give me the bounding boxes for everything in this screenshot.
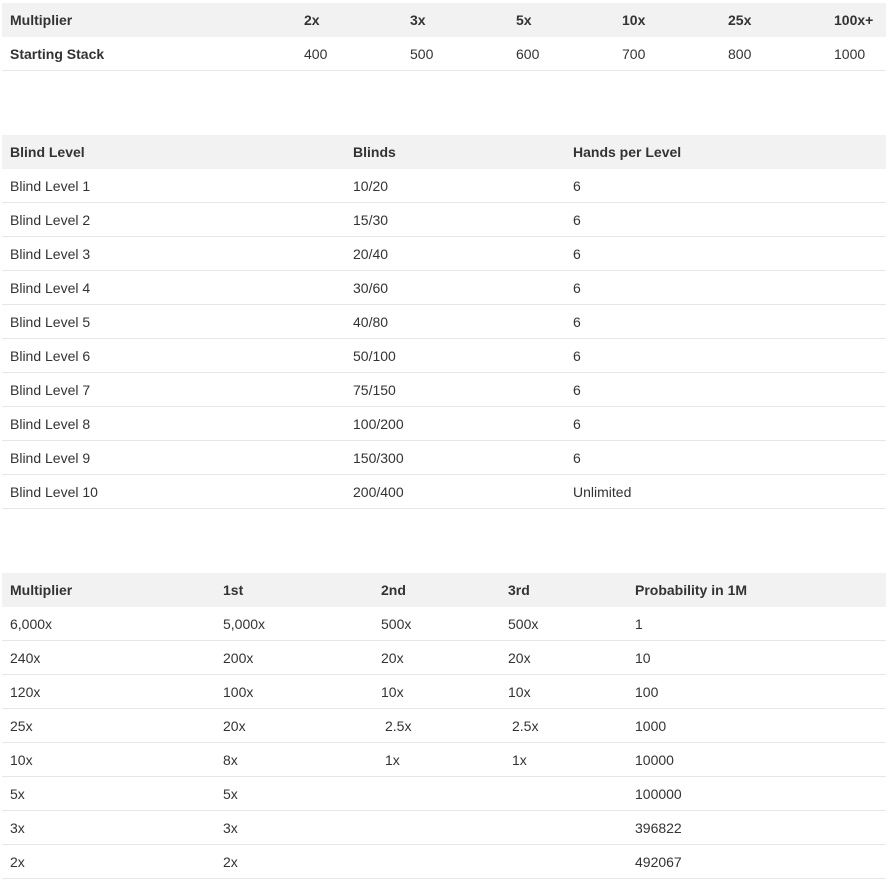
table-cell: 1000 bbox=[826, 37, 886, 71]
table-cell: 1 bbox=[627, 607, 886, 641]
table-cell: Blind Level 8 bbox=[2, 407, 345, 441]
table-cell: Blind Level 4 bbox=[2, 271, 345, 305]
table-cell: 75/150 bbox=[345, 373, 565, 407]
table-cell: 20x bbox=[215, 709, 373, 743]
table-row bbox=[2, 709, 886, 743]
table-cell bbox=[373, 777, 500, 811]
header-cell: Probability in 1M bbox=[627, 573, 886, 607]
table-cell: 6 bbox=[565, 305, 886, 339]
table-cell: 6,000x bbox=[2, 607, 215, 641]
table-cell: 20/40 bbox=[345, 237, 565, 271]
table-cell: 6 bbox=[565, 441, 886, 475]
table-cell: 25x bbox=[2, 709, 215, 743]
table-cell: 150/300 bbox=[345, 441, 565, 475]
table-row bbox=[2, 271, 886, 305]
table-cell: 500x bbox=[373, 607, 500, 641]
table-cell: 6 bbox=[565, 169, 886, 203]
table-cell: Blind Level 3 bbox=[2, 237, 345, 271]
table-cell: 100/200 bbox=[345, 407, 565, 441]
table-row bbox=[2, 305, 886, 339]
table-cell: 6 bbox=[565, 203, 886, 237]
table-row bbox=[2, 169, 886, 203]
table-row bbox=[2, 339, 886, 373]
starting-stack-table bbox=[2, 3, 886, 71]
table-cell: 600 bbox=[508, 37, 614, 71]
table-cell: 3x bbox=[2, 811, 215, 845]
table-row bbox=[2, 475, 886, 509]
table-cell: 6 bbox=[565, 339, 886, 373]
table-cell: 10/20 bbox=[345, 169, 565, 203]
header-cell: Multiplier bbox=[2, 3, 296, 37]
table-cell: Blind Level 2 bbox=[2, 203, 345, 237]
table-cell: 1x bbox=[373, 743, 500, 777]
table-cell: 6 bbox=[565, 237, 886, 271]
table-row bbox=[2, 743, 886, 777]
table-cell: 15/30 bbox=[345, 203, 565, 237]
table-cell: 200x bbox=[215, 641, 373, 675]
table-cell: 240x bbox=[2, 641, 215, 675]
table-row bbox=[2, 407, 886, 441]
table-cell: Blind Level 1 bbox=[2, 169, 345, 203]
table-cell: 1000 bbox=[627, 709, 886, 743]
table-cell: 500 bbox=[402, 37, 508, 71]
header-cell: Blinds bbox=[345, 135, 565, 169]
table-cell: Blind Level 6 bbox=[2, 339, 345, 373]
table-row bbox=[2, 441, 886, 475]
table-row bbox=[2, 237, 886, 271]
header-cell: 3x bbox=[402, 3, 508, 37]
header-cell: 100x+ bbox=[826, 3, 886, 37]
table-row bbox=[2, 675, 886, 709]
table-header-row bbox=[2, 135, 886, 169]
table-cell: Blind Level 5 bbox=[2, 305, 345, 339]
header-cell: 1st bbox=[215, 573, 373, 607]
table-row bbox=[2, 811, 886, 845]
table-cell: 6 bbox=[565, 407, 886, 441]
table-header-row bbox=[2, 573, 886, 607]
table-cell: 1x bbox=[500, 743, 627, 777]
table-row bbox=[2, 373, 886, 407]
table-cell: 2x bbox=[215, 845, 373, 879]
table-cell: 200/400 bbox=[345, 475, 565, 509]
table-cell: 5x bbox=[215, 777, 373, 811]
header-cell: 10x bbox=[614, 3, 720, 37]
table-cell bbox=[500, 777, 627, 811]
table-cell: 10x bbox=[2, 743, 215, 777]
header-cell: Hands per Level bbox=[565, 135, 886, 169]
row-label: Starting Stack bbox=[2, 37, 296, 71]
table-cell: 120x bbox=[2, 675, 215, 709]
table-row bbox=[2, 37, 886, 71]
table-cell: 3x bbox=[215, 811, 373, 845]
table-row bbox=[2, 607, 886, 641]
multiplier-payout-table bbox=[2, 573, 886, 879]
table-cell: 500x bbox=[500, 607, 627, 641]
header-cell: 3rd bbox=[500, 573, 627, 607]
blind-level-table bbox=[2, 135, 886, 509]
table-cell: 20x bbox=[373, 641, 500, 675]
table-cell: Blind Level 10 bbox=[2, 475, 345, 509]
table-cell: 2x bbox=[2, 845, 215, 879]
table-cell: 8x bbox=[215, 743, 373, 777]
header-cell: Multiplier bbox=[2, 573, 215, 607]
table-cell: 6 bbox=[565, 373, 886, 407]
table-cell: 50/100 bbox=[345, 339, 565, 373]
table-cell: 20x bbox=[500, 641, 627, 675]
table-cell bbox=[500, 811, 627, 845]
header-cell: Blind Level bbox=[2, 135, 345, 169]
table-cell: 10x bbox=[373, 675, 500, 709]
header-cell: 2x bbox=[296, 3, 402, 37]
table-cell: 10x bbox=[500, 675, 627, 709]
table-cell: 5x bbox=[2, 777, 215, 811]
table-cell: 700 bbox=[614, 37, 720, 71]
table-cell: 492067 bbox=[627, 845, 886, 879]
table-cell: 2.5x bbox=[500, 709, 627, 743]
table-cell: 396822 bbox=[627, 811, 886, 845]
table-cell: 30/60 bbox=[345, 271, 565, 305]
table-cell: 400 bbox=[296, 37, 402, 71]
table-cell: 5,000x bbox=[215, 607, 373, 641]
table-header-row bbox=[2, 3, 886, 37]
table-row bbox=[2, 203, 886, 237]
header-cell: 5x bbox=[508, 3, 614, 37]
table-cell: Blind Level 9 bbox=[2, 441, 345, 475]
table-cell: Unlimited bbox=[565, 475, 886, 509]
table-cell: 800 bbox=[720, 37, 826, 71]
table-cell: 2.5x bbox=[373, 709, 500, 743]
table-cell: 100000 bbox=[627, 777, 886, 811]
table-cell: 100 bbox=[627, 675, 886, 709]
table-cell: 40/80 bbox=[345, 305, 565, 339]
table-cell bbox=[373, 811, 500, 845]
table-cell: 100x bbox=[215, 675, 373, 709]
table-cell: 6 bbox=[565, 271, 886, 305]
table-cell: 10 bbox=[627, 641, 886, 675]
table-cell: Blind Level 7 bbox=[2, 373, 345, 407]
table-cell bbox=[373, 845, 500, 879]
table-cell: 10000 bbox=[627, 743, 886, 777]
header-cell: 2nd bbox=[373, 573, 500, 607]
table-cell bbox=[500, 845, 627, 879]
table-row bbox=[2, 777, 886, 811]
header-cell: 25x bbox=[720, 3, 826, 37]
table-row bbox=[2, 641, 886, 675]
table-row bbox=[2, 845, 886, 879]
